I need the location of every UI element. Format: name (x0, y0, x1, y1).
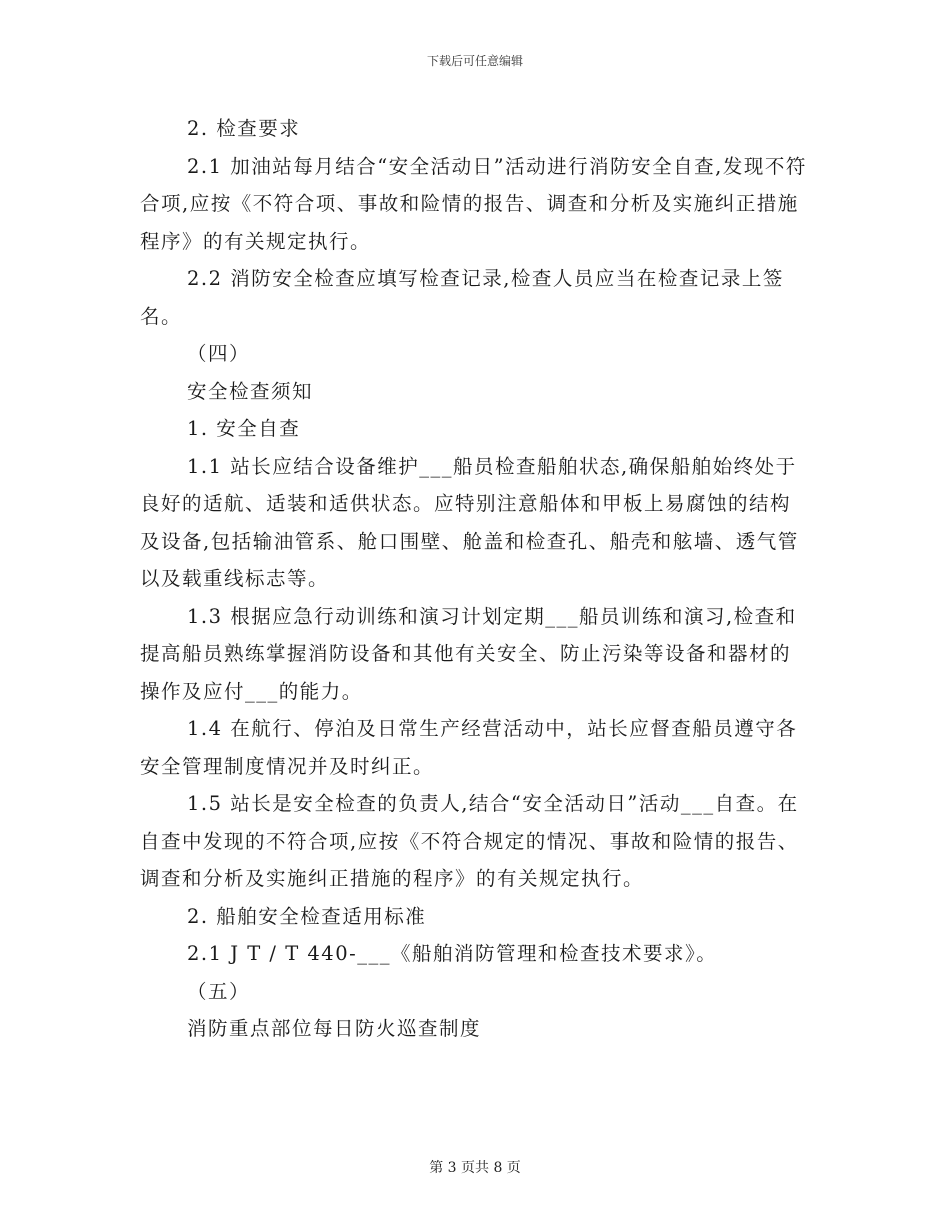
paragraph-inspection-requirements: 2. 检查要求 (187, 117, 301, 140)
section-heading-five: （五） (187, 979, 251, 1003)
page-header: 下载后可任意编辑 (426, 54, 523, 68)
paragraph-1-3: 1.3 根据应急行动训练和演习计划定期___船员训练和演习,检查和提高船员熟练掌握消防设备和其他有关安全、防止污染等设备和器材的操作及应付___的能力。 (140, 604, 797, 703)
paragraph-standard-2-1: 2.1 J T / T 440-___《船舶消防管理和检查技术要求》。 (187, 942, 718, 965)
section-title-safety-notice: 安全检查须知 (187, 379, 314, 403)
paragraph-1-5: 1.5 站长是安全检查的负责人,结合“安全活动日”活动___自查。在自查中发现的不符合项,应按《不符合规定的情况、事故和险情的报告、调查和分析及实施纠正措施的程序》的有关规定执行。 (140, 792, 799, 890)
page-footer: 第 3 页共 8 页 (429, 1160, 521, 1176)
paragraph-1-4: 1.4 在航行、停泊及日常生产经营活动中，站长应督查船员遵守各安全管理制度情况并及时纠正。 (140, 717, 798, 778)
document-body (140, 110, 808, 1048)
section-title-fire-patrol: 消防重点部位每日防火巡查制度 (187, 1017, 482, 1040)
paragraph-2-2: 2.2 消防安全检查应填写检查记录,检查人员应当在检查记录上签名。 (140, 267, 784, 328)
section-heading-four: （四） (187, 342, 251, 365)
paragraph-self-inspection: 1. 安全自查 (187, 417, 301, 440)
paragraph-2-1: 2.1 加油站每月结合“安全活动日”活动进行消防安全自查,发现不符合项,应按《不符合项、事故和险情的报告、调查和分析及实施纠正措施程序》的有关规定执行。 (140, 154, 807, 253)
paragraph-1-1: 1.1 站长应结合设备维护___船员检查船舶状态,确保船舶始终处于良好的适航、适装和适供状态。应特别注意船体和甲板上易腐蚀的结构及设备,包括输油管系、舱口围壁、舱盖和检查孔、船壳和舷墙、透气管以及载重线标志等。 (140, 454, 799, 590)
paragraph-standards: 2. 船舶安全检查适用标准 (187, 904, 427, 928)
